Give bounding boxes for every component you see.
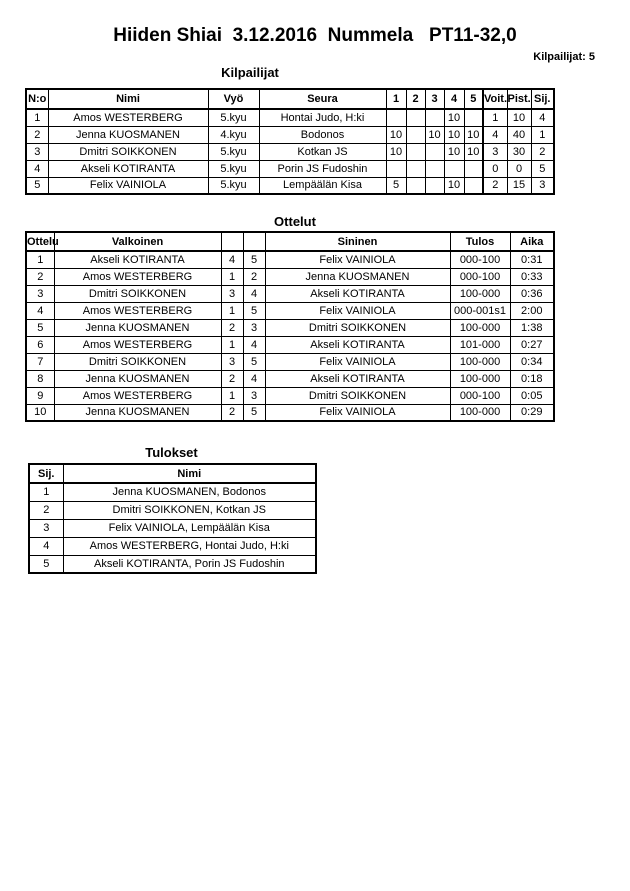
cell-r2 [406, 160, 425, 177]
cell-tulos: 100-000 [450, 370, 510, 387]
cell-sij: 1 [531, 126, 554, 143]
cell-aika: 0:18 [510, 370, 554, 387]
col-header-nimi: Nimi [48, 89, 208, 109]
tulokset-section-title: Tulokset [145, 445, 198, 460]
cell-match-no: 5 [26, 319, 54, 336]
cell-sininen: Jenna KUOSMANEN [265, 268, 450, 285]
cell-white-no: 3 [221, 353, 243, 370]
col-header-round-1: 1 [386, 89, 406, 109]
cell-r2 [406, 109, 425, 126]
cell-r5 [464, 109, 483, 126]
cell-r3: 10 [425, 126, 444, 143]
cell-sij: 2 [29, 501, 63, 519]
cell-vyo: 5.kyu [208, 160, 259, 177]
cell-sininen: Felix VAINIOLA [265, 302, 450, 319]
col-header-sij: Sij. [29, 464, 63, 483]
cell-pist: 40 [507, 126, 531, 143]
cell-sininen: Akseli KOTIRANTA [265, 370, 450, 387]
cell-valkoinen: Dmitri SOIKKONEN [54, 353, 221, 370]
cell-white-no: 2 [221, 404, 243, 421]
cell-nimi: Jenna KUOSMANEN [48, 126, 208, 143]
col-header-ottelu: Ottelu [26, 232, 54, 251]
cell-r5: 10 [464, 143, 483, 160]
cell-r2 [406, 126, 425, 143]
col-header-voit: Voit. [483, 89, 507, 109]
cell-sininen: Dmitri SOIKKONEN [265, 387, 450, 404]
cell-nimi: Felix VAINIOLA [48, 177, 208, 194]
table-row [26, 285, 554, 302]
cell-no: 4 [26, 160, 48, 177]
cell-tulos: 100-000 [450, 319, 510, 336]
cell-seura: Lempäälän Kisa [259, 177, 386, 194]
cell-seura: Bodonos [259, 126, 386, 143]
cell-nimi: Dmitri SOIKKONEN [48, 143, 208, 160]
cell-r1 [386, 109, 406, 126]
cell-sininen: Dmitri SOIKKONEN [265, 319, 450, 336]
cell-sininen: Felix VAINIOLA [265, 404, 450, 421]
cell-r3 [425, 143, 444, 160]
ottelut-header-row [26, 232, 554, 251]
table-row [29, 519, 316, 537]
cell-no: 2 [26, 126, 48, 143]
kilpailijat-table [25, 88, 555, 195]
cell-r1: 10 [386, 126, 406, 143]
cell-nimi: Amos WESTERBERG, Hontai Judo, H:ki [63, 537, 316, 555]
table-row [26, 143, 554, 160]
cell-pist: 0 [507, 160, 531, 177]
cell-sij: 4 [29, 537, 63, 555]
cell-match-no: 9 [26, 387, 54, 404]
cell-voit: 1 [483, 109, 507, 126]
cell-blue-no: 3 [243, 387, 265, 404]
cell-voit: 0 [483, 160, 507, 177]
competitors-count: Kilpailijat: 5 [533, 51, 595, 63]
cell-tulos: 000-100 [450, 387, 510, 404]
cell-valkoinen: Jenna KUOSMANEN [54, 319, 221, 336]
cell-aika: 0:34 [510, 353, 554, 370]
cell-seura: Hontai Judo, H:ki [259, 109, 386, 126]
table-row [26, 126, 554, 143]
cell-white-no: 2 [221, 319, 243, 336]
cell-r1: 10 [386, 143, 406, 160]
cell-white-no: 3 [221, 285, 243, 302]
cell-no: 1 [26, 109, 48, 126]
cell-valkoinen: Amos WESTERBERG [54, 302, 221, 319]
cell-blue-no: 2 [243, 268, 265, 285]
cell-blue-no: 5 [243, 251, 265, 268]
cell-r3 [425, 177, 444, 194]
cell-sij: 2 [531, 143, 554, 160]
table-row [26, 177, 554, 194]
cell-white-no: 4 [221, 251, 243, 268]
cell-r4: 10 [444, 126, 464, 143]
cell-nimi: Akseli KOTIRANTA, Porin JS Fudoshin [63, 555, 316, 573]
cell-white-no: 1 [221, 268, 243, 285]
col-header-sininen: Sininen [265, 232, 450, 251]
cell-nimi: Jenna KUOSMANEN, Bodonos [63, 483, 316, 501]
table-row [26, 336, 554, 353]
col-header-seura: Seura [259, 89, 386, 109]
cell-aika: 1:38 [510, 319, 554, 336]
cell-no: 3 [26, 143, 48, 160]
table-row [26, 370, 554, 387]
col-header-round-4: 4 [444, 89, 464, 109]
cell-white-no: 1 [221, 387, 243, 404]
cell-sij: 1 [29, 483, 63, 501]
cell-blue-no: 4 [243, 370, 265, 387]
cell-nimi: Amos WESTERBERG [48, 109, 208, 126]
cell-valkoinen: Amos WESTERBERG [54, 268, 221, 285]
col-header-vyo: Vyö [208, 89, 259, 109]
cell-tulos: 000-100 [450, 251, 510, 268]
cell-vyo: 4.kyu [208, 126, 259, 143]
cell-aika: 0:31 [510, 251, 554, 268]
cell-blue-no: 3 [243, 319, 265, 336]
cell-aika: 0:33 [510, 268, 554, 285]
col-header-round-5: 5 [464, 89, 483, 109]
cell-r1: 5 [386, 177, 406, 194]
page-title: Hiiden Shiai 3.12.2016 Nummela PT11-32,0 [113, 25, 517, 46]
cell-r3 [425, 109, 444, 126]
cell-valkoinen: Jenna KUOSMANEN [54, 370, 221, 387]
cell-vyo: 5.kyu [208, 177, 259, 194]
cell-blue-no: 5 [243, 353, 265, 370]
table-row [26, 160, 554, 177]
tulokset-table [28, 463, 317, 574]
cell-valkoinen: Jenna KUOSMANEN [54, 404, 221, 421]
cell-pist: 30 [507, 143, 531, 160]
cell-blue-no: 5 [243, 302, 265, 319]
col-header-nimi: Nimi [63, 464, 316, 483]
cell-r4: 10 [444, 109, 464, 126]
cell-valkoinen: Dmitri SOIKKONEN [54, 285, 221, 302]
cell-match-no: 10 [26, 404, 54, 421]
cell-white-no: 1 [221, 302, 243, 319]
cell-sij: 4 [531, 109, 554, 126]
cell-aika: 0:36 [510, 285, 554, 302]
cell-pist: 15 [507, 177, 531, 194]
cell-nimi: Akseli KOTIRANTA [48, 160, 208, 177]
cell-sij: 3 [29, 519, 63, 537]
cell-tulos: 100-000 [450, 353, 510, 370]
table-row [26, 268, 554, 285]
col-header-num-blue [243, 232, 265, 251]
cell-r2 [406, 177, 425, 194]
cell-sininen: Akseli KOTIRANTA [265, 336, 450, 353]
cell-voit: 4 [483, 126, 507, 143]
cell-r4: 10 [444, 177, 464, 194]
cell-valkoinen: Amos WESTERBERG [54, 336, 221, 353]
cell-nimi: Felix VAINIOLA, Lempäälän Kisa [63, 519, 316, 537]
kilpailijat-header-row [26, 89, 554, 109]
ottelut-section-title: Ottelut [274, 214, 316, 229]
cell-r4 [444, 160, 464, 177]
col-header-round-3: 3 [425, 89, 444, 109]
cell-sij: 3 [531, 177, 554, 194]
table-row [26, 353, 554, 370]
cell-r1 [386, 160, 406, 177]
table-row [26, 387, 554, 404]
cell-tulos: 000-001s1 [450, 302, 510, 319]
cell-match-no: 4 [26, 302, 54, 319]
col-header-valkoinen: Valkoinen [54, 232, 221, 251]
cell-valkoinen: Amos WESTERBERG [54, 387, 221, 404]
cell-match-no: 2 [26, 268, 54, 285]
cell-r5 [464, 160, 483, 177]
table-row [29, 483, 316, 501]
col-header-pist: Pist. [507, 89, 531, 109]
table-row [26, 302, 554, 319]
cell-match-no: 6 [26, 336, 54, 353]
cell-vyo: 5.kyu [208, 143, 259, 160]
cell-tulos: 101-000 [450, 336, 510, 353]
cell-voit: 3 [483, 143, 507, 160]
cell-seura: Kotkan JS [259, 143, 386, 160]
cell-seura: Porin JS Fudoshin [259, 160, 386, 177]
cell-sininen: Akseli KOTIRANTA [265, 285, 450, 302]
cell-r3 [425, 160, 444, 177]
cell-white-no: 1 [221, 336, 243, 353]
table-row [26, 319, 554, 336]
cell-aika: 0:29 [510, 404, 554, 421]
cell-tulos: 000-100 [450, 268, 510, 285]
table-row [26, 251, 554, 268]
cell-nimi: Dmitri SOIKKONEN, Kotkan JS [63, 501, 316, 519]
tulokset-header-row [29, 464, 316, 483]
col-header-aika: Aika [510, 232, 554, 251]
cell-aika: 0:27 [510, 336, 554, 353]
col-header-num-white [221, 232, 243, 251]
cell-match-no: 7 [26, 353, 54, 370]
cell-blue-no: 4 [243, 336, 265, 353]
ottelut-table [25, 231, 555, 422]
col-header-sij: Sij. [531, 89, 554, 109]
table-row [29, 501, 316, 519]
col-header-round-2: 2 [406, 89, 425, 109]
table-row [29, 537, 316, 555]
cell-voit: 2 [483, 177, 507, 194]
cell-sij: 5 [29, 555, 63, 573]
cell-no: 5 [26, 177, 48, 194]
col-header-no: N:o [26, 89, 48, 109]
table-row [26, 404, 554, 421]
cell-aika: 0:05 [510, 387, 554, 404]
cell-match-no: 8 [26, 370, 54, 387]
cell-sininen: Felix VAINIOLA [265, 251, 450, 268]
cell-r2 [406, 143, 425, 160]
cell-match-no: 1 [26, 251, 54, 268]
cell-r4: 10 [444, 143, 464, 160]
cell-sininen: Felix VAINIOLA [265, 353, 450, 370]
cell-white-no: 2 [221, 370, 243, 387]
cell-pist: 10 [507, 109, 531, 126]
cell-r5 [464, 177, 483, 194]
col-header-tulos: Tulos [450, 232, 510, 251]
table-row [29, 555, 316, 573]
cell-valkoinen: Akseli KOTIRANTA [54, 251, 221, 268]
cell-blue-no: 4 [243, 285, 265, 302]
cell-tulos: 100-000 [450, 285, 510, 302]
cell-sij: 5 [531, 160, 554, 177]
cell-r5: 10 [464, 126, 483, 143]
cell-vyo: 5.kyu [208, 109, 259, 126]
kilpailijat-section-title: Kilpailijat [221, 65, 279, 80]
cell-aika: 2:00 [510, 302, 554, 319]
cell-match-no: 3 [26, 285, 54, 302]
cell-blue-no: 5 [243, 404, 265, 421]
table-row [26, 109, 554, 126]
cell-tulos: 100-000 [450, 404, 510, 421]
